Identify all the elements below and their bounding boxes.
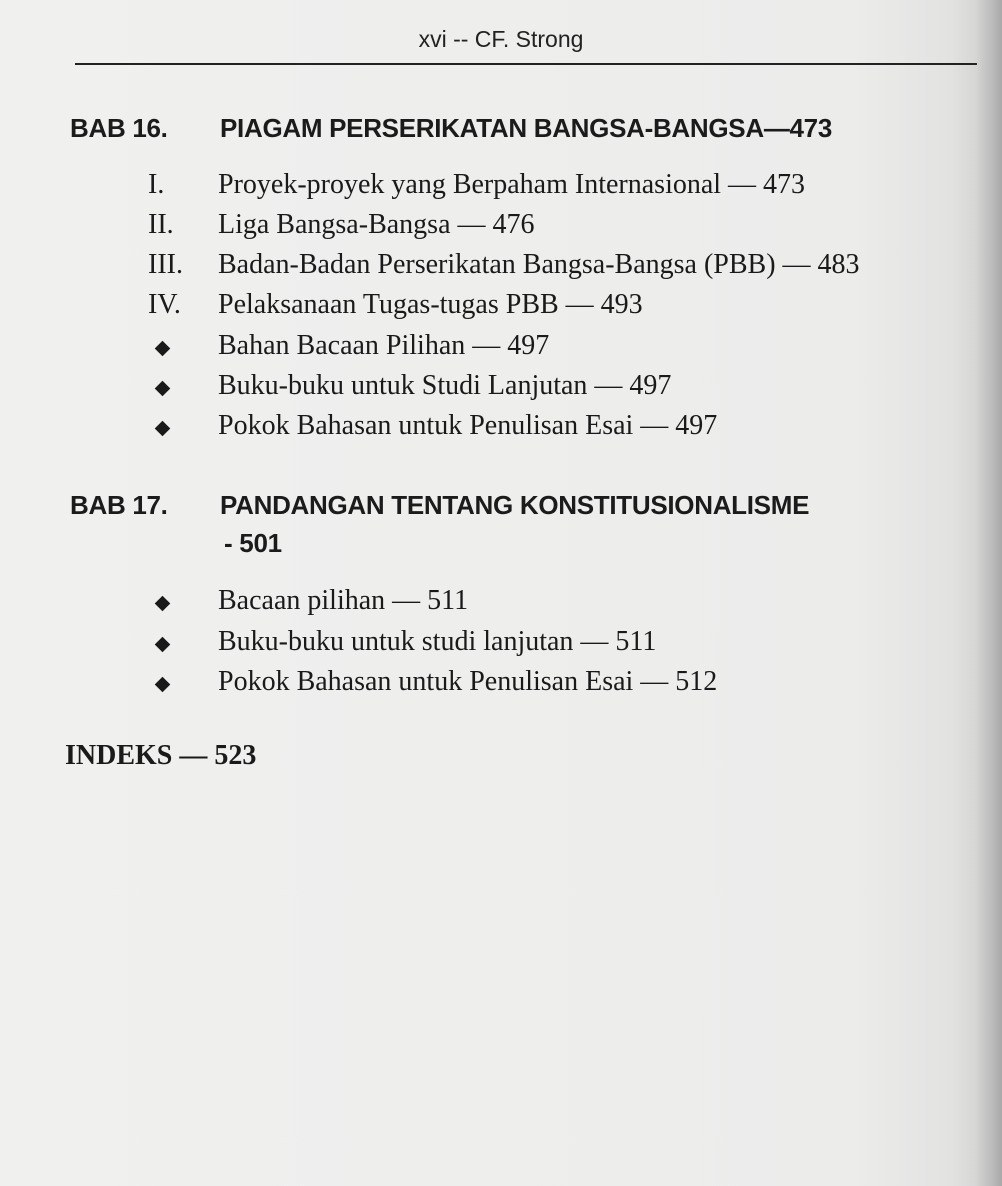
chapter-title: PIAGAM PERSERIKATAN BANGSA-BANGSA—473 (220, 113, 832, 143)
roman-numeral: IV. (148, 289, 181, 320)
chapter-17-heading (70, 490, 970, 570)
roman-numeral: II. (148, 209, 174, 240)
roman-numeral: I. (148, 169, 165, 200)
diamond-bullet-icon (148, 664, 168, 700)
diamond-bullet-icon (148, 408, 168, 444)
diamond-bullet-icon (148, 328, 168, 364)
page-binding-shadow (976, 0, 1002, 1186)
entry-text: Buku-buku untuk Studi Lanjutan — 497 (218, 370, 672, 401)
diamond-bullet-icon (148, 583, 168, 619)
entry-text: Pelaksanaan Tugas-tugas PBB — 493 (218, 289, 643, 320)
chapter-title-page: - 501 (224, 528, 282, 558)
diamond-bullet-icon (148, 624, 168, 660)
chapter-number: BAB 16. (70, 113, 168, 143)
diamond-bullet-icon (148, 368, 168, 404)
entry-text: Pokok Bahasan untuk Penulisan Esai — 497 (218, 410, 718, 441)
chapter-title: PANDANGAN TENTANG KONSTITUSIONALISME (220, 490, 810, 520)
entry-text: Bacaan pilihan — 511 (218, 585, 469, 616)
entry-text: Pokok Bahasan untuk Penulisan Esai — 512 (218, 666, 718, 697)
chapter-number: BAB 17. (70, 490, 168, 520)
roman-numeral: III. (148, 249, 183, 280)
entry-text: Badan-Badan Perserikatan Bangsa-Bangsa (PBB) — 483 (218, 249, 860, 280)
chapter-16-heading (70, 113, 970, 153)
running-head: xvi -- CF. Strong (418, 26, 584, 52)
entry-text: Bahan Bacaan Pilihan — 497 (218, 330, 550, 361)
entry-text: Buku-buku untuk studi lanjutan — 511 (218, 626, 657, 657)
header-rule (75, 63, 977, 65)
index-entry: INDEKS — 523 (65, 740, 257, 771)
entry-text: Liga Bangsa-Bangsa — 476 (218, 209, 535, 240)
entry-text: Proyek-proyek yang Berpaham Internasional — 473 (218, 169, 806, 200)
